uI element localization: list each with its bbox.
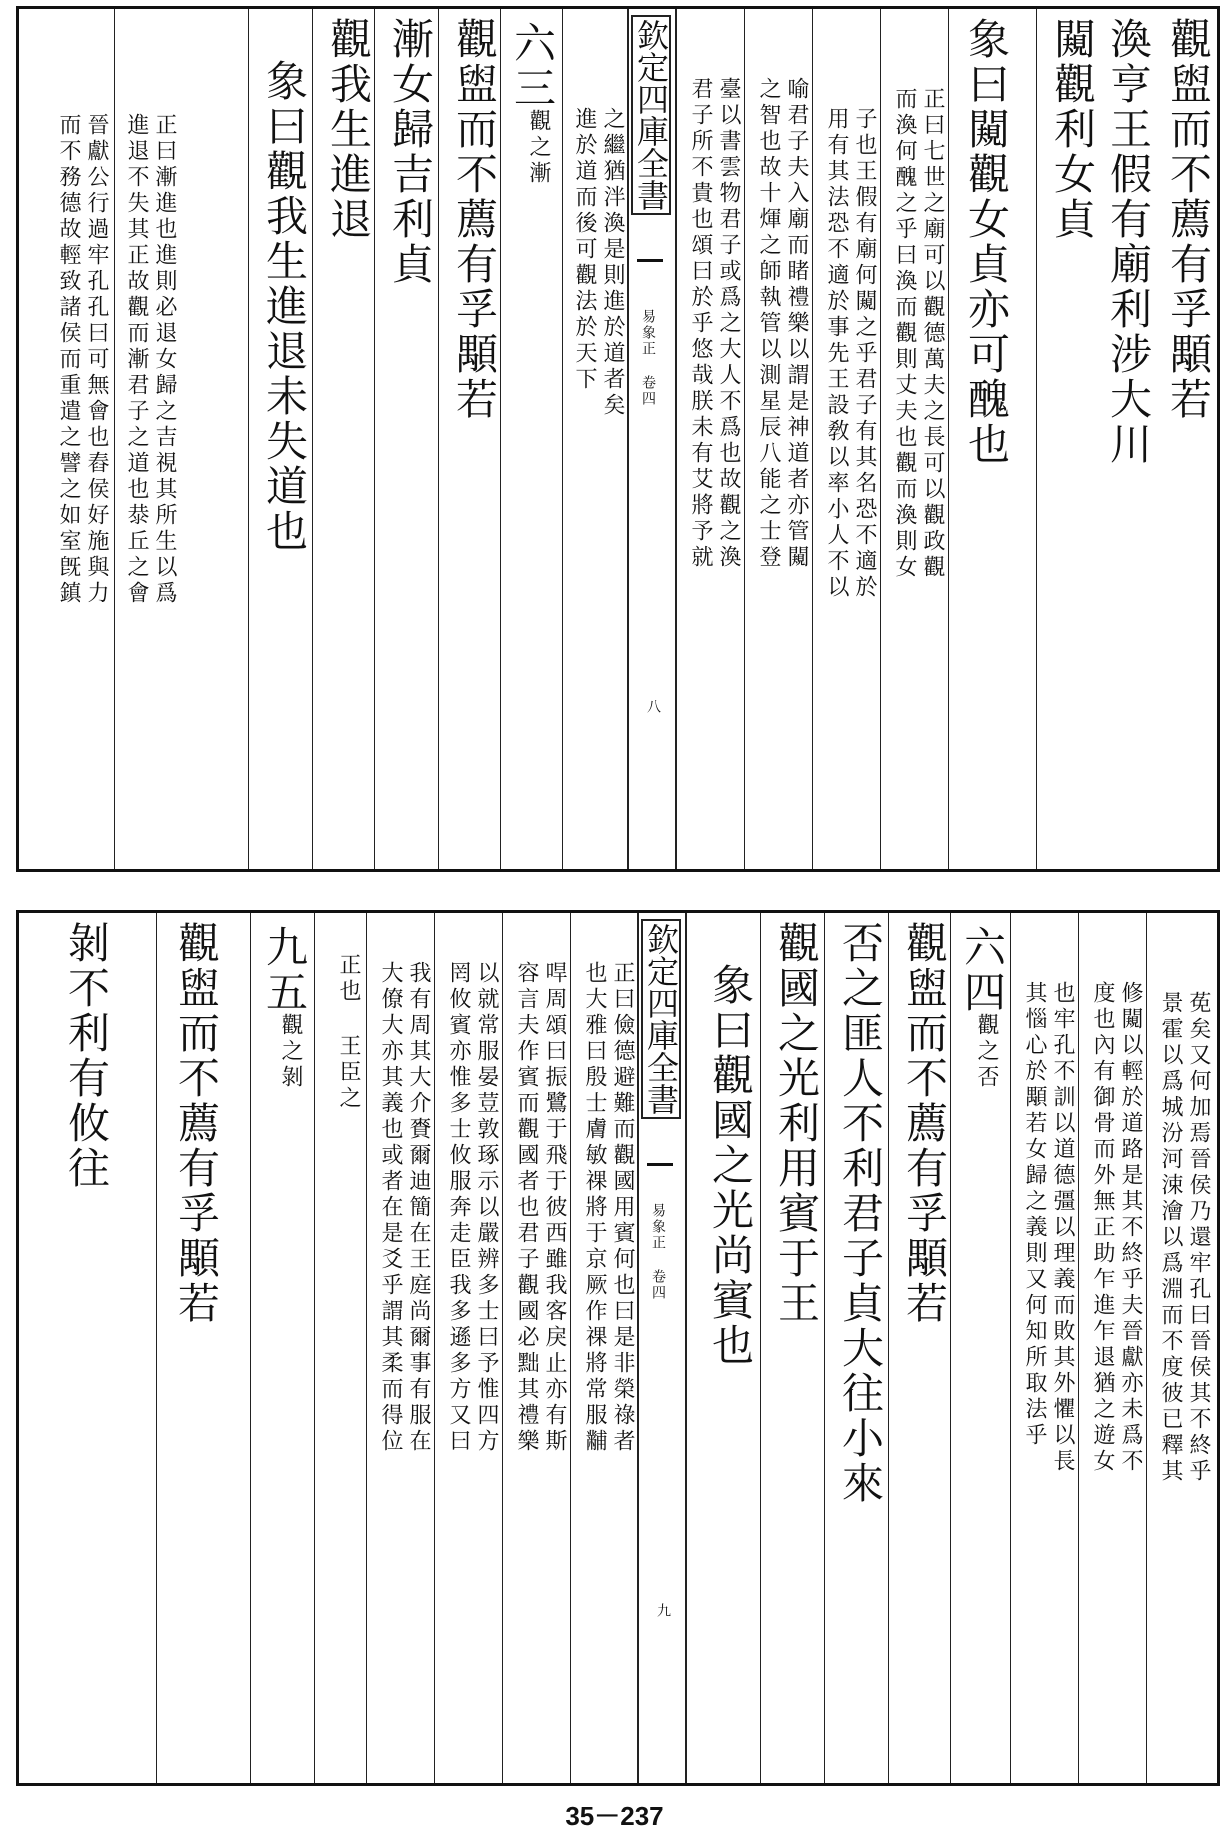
commentary-block <box>565 17 625 861</box>
commentary-line: 罔攸賓亦惟多士攸服奔走臣我多遜多方又曰 <box>446 961 471 1455</box>
commentary-block <box>749 17 809 861</box>
column-rule <box>502 913 503 1783</box>
main-text-column: 渙亨王假有廟利涉大川 <box>1104 17 1153 467</box>
commentary-line: 也牢孔不訓以道德彊以理義而敗其外懼以長 <box>1050 981 1075 1475</box>
commentary-line: 而不務德故輕致諸侯而重遣之譬之如室旣鎮 <box>56 113 81 607</box>
column-rule <box>1010 913 1011 1783</box>
commentary-block <box>1151 921 1211 1775</box>
center-fold <box>637 913 687 1783</box>
book-title: 欽定四庫全書 <box>641 919 681 1119</box>
main-text-column: 觀盥而不薦有孚顒若 <box>900 921 949 1326</box>
fishtail-mark <box>637 259 663 278</box>
column-rule <box>374 9 375 869</box>
column-rule <box>156 913 157 1783</box>
main-text-column: 否之匪人不利君子貞大往小來 <box>836 921 885 1506</box>
commentary-block <box>439 921 499 1775</box>
commentary-line: 修闚以輕於道路是其不終乎夫晉獻亦未爲不 <box>1118 981 1143 1475</box>
commentary-line: 容言夫作賓而觀國者也君子觀國必黜其禮樂 <box>514 961 539 1455</box>
column-rule <box>888 913 889 1783</box>
commentary-line: 也大雅曰殷士膚敏祼將于京厥作祼將常服黼 <box>582 961 607 1455</box>
column-rule <box>434 913 435 1783</box>
column-rule <box>948 9 949 869</box>
column-rule <box>438 9 439 869</box>
column-rule <box>812 9 813 869</box>
top-page-panel <box>16 6 1220 872</box>
commentary-line: 臺以書雲物君子或爲之大人不爲也故觀之渙 <box>716 77 741 571</box>
page-number: 35－237 <box>565 1801 664 1831</box>
main-text-column: 觀盥而不薦有孚顒若 <box>450 17 499 422</box>
commentary-line: 正曰漸進也進則必退女歸之吉視其所生以爲 <box>152 113 177 607</box>
commentary-block <box>575 921 635 1775</box>
commentary-block <box>681 17 741 861</box>
column-rule <box>114 9 115 869</box>
commentary-line: 景霍以爲城汾河涑澮以爲淵而不度彼已釋其 <box>1158 991 1183 1485</box>
commentary-block <box>817 17 877 861</box>
line-label: 六三 <box>508 21 557 111</box>
commentary-block <box>371 921 431 1775</box>
column-rule <box>1078 913 1079 1783</box>
commentary-line: 我有周其大介賚爾迪簡在王庭尚爾事有服在 <box>406 961 431 1455</box>
column-rule <box>500 9 501 869</box>
commentary-line: 正曰儉德避難而觀國用賓何也曰是非榮祿者 <box>610 961 635 1455</box>
hexagram-note: 觀之剝 <box>278 1013 303 1091</box>
main-text-column: 象曰觀國之光尚賓也 <box>706 963 755 1368</box>
column-rule <box>250 913 251 1783</box>
commentary-block <box>885 17 945 861</box>
column-rule <box>248 9 249 869</box>
hexagram-note: 觀之否 <box>974 1013 999 1091</box>
commentary-line: 進於道而後可觀法於天下 <box>572 107 597 393</box>
commentary-line: 哻周頌曰振鷺于飛于彼西雖我客戾止亦有斯 <box>542 961 567 1455</box>
commentary-line: 其惱心於顒若女歸之義則又何知所取法乎 <box>1022 981 1047 1449</box>
main-text-column: 漸女歸吉利貞 <box>386 17 435 287</box>
column-rule <box>570 913 571 1783</box>
commentary-block <box>1015 921 1075 1775</box>
main-text-column: 觀我生進退 <box>324 17 373 242</box>
volume-label: 易象正 卷四 <box>640 309 656 407</box>
bottom-page-panel <box>16 910 1220 1786</box>
main-text-column: 觀盥而不薦有孚顒若 <box>172 921 221 1326</box>
commentary-line: 正曰七世之廟可以觀德萬夫之長可以觀政觀 <box>920 87 945 581</box>
commentary-line: 晉獻公行過牢孔孔曰可無會也舂侯好施與力 <box>84 113 109 607</box>
commentary-block <box>49 17 109 861</box>
commentary-line: 子也王假有廟何闚之乎君子有其名恐不適於 <box>852 107 877 601</box>
column-rule <box>880 9 881 869</box>
leaf-number: 八 <box>645 699 661 713</box>
volume-label: 易象正 卷四 <box>650 1203 666 1301</box>
commentary-block <box>1083 921 1143 1775</box>
commentary-line: 之智也故十煇之師執管以測星辰八能之士登 <box>756 77 781 571</box>
column-rule <box>314 913 315 1783</box>
commentary-block <box>507 921 567 1775</box>
commentary-line: 而渙何醜之乎曰渙而觀則丈夫也觀而渙則女 <box>892 87 917 581</box>
commentary-line: 用有其法恐不適於事先王設敎以率小人不以 <box>824 107 849 601</box>
column-rule <box>1036 9 1037 869</box>
commentary-line: 喻君子夫入廟而睹禮樂以謂是神道者亦管闚 <box>784 77 809 571</box>
main-text-column: 象曰闚觀女貞亦可醜也 <box>962 17 1011 467</box>
column-rule <box>824 913 825 1783</box>
column-rule <box>312 9 313 869</box>
commentary-line: 莬矣又何加焉晉侯乃還牢孔曰晉侯其不終乎 <box>1186 991 1211 1485</box>
column-rule <box>760 913 761 1783</box>
commentary-line: 進退不失其正故觀而漸君子之道也㳟丘之會 <box>124 113 149 607</box>
commentary-line: 以就常服晏荳敦琢示以嚴辨多士曰予惟四方 <box>474 961 499 1455</box>
line-label: 六四 <box>958 925 1007 1015</box>
center-fold <box>627 9 677 869</box>
main-text-column: 象曰觀我生進退未失道也 <box>260 59 309 554</box>
column-rule <box>366 913 367 1783</box>
commentary-line: 君子所不貴也頌曰於乎悠哉朕未有艾將予就 <box>688 77 713 571</box>
main-text-column: 闚觀利女貞 <box>1048 17 1097 242</box>
hexagram-note: 觀之漸 <box>526 109 551 187</box>
commentary-line: 度也內有御骨而外無正助乍進乍退猶之遊女 <box>1090 981 1115 1475</box>
commentary-note: 正也 王臣之 <box>336 953 361 1112</box>
column-rule <box>562 9 563 869</box>
column-rule <box>950 913 951 1783</box>
commentary-line: 大僚大亦其義也或者在是爻乎謂其柔而得位 <box>378 961 403 1455</box>
line-label: 九五 <box>260 925 309 1015</box>
main-text-column: 觀國之光利用賓于王 <box>772 921 821 1326</box>
main-text-column: 觀盥而不薦有孚顒若 <box>1164 17 1213 422</box>
column-rule <box>744 9 745 869</box>
leaf-number: 九 <box>655 1603 671 1617</box>
main-text-column: 剝不利有攸往 <box>62 921 111 1191</box>
fishtail-mark <box>647 1163 673 1182</box>
column-rule <box>1146 913 1147 1783</box>
commentary-block <box>117 17 177 861</box>
book-title: 欽定四庫全書 <box>631 15 671 215</box>
commentary-line: 之繼猶泮渙是則進於道者矣 <box>600 107 625 419</box>
